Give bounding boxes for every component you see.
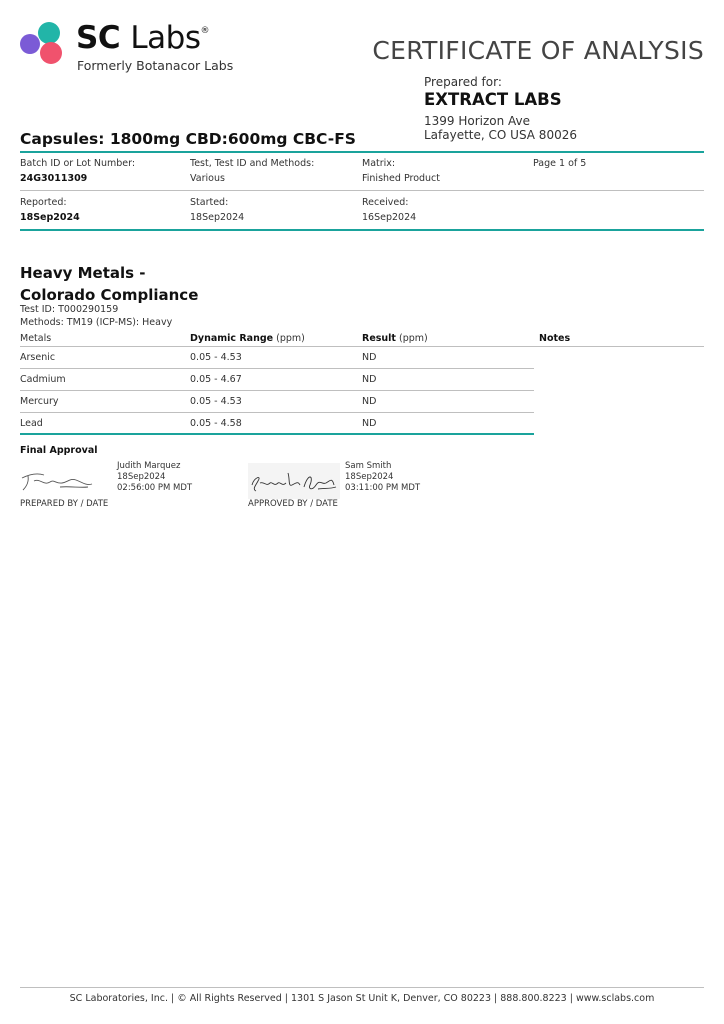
table-row-metal: Lead <box>20 418 43 429</box>
logo-wordmark: SC Labs® <box>76 20 209 56</box>
page-footer: SC Laboratories, Inc. | © All Rights Reserved | 1301 S Jason St Unit K, Denver, CO 80223 | 888.800.8223 | www.sclabs.com <box>69 993 655 1004</box>
test-info: Test ID: T000290159 Methods: TM19 (ICP-MS): Heavy <box>20 304 173 328</box>
product-title: Capsules: 1800mg CBD:600mg CBC-FS <box>20 130 356 148</box>
document-title: CERTIFICATE OF ANALYSIS <box>372 36 704 65</box>
table-row-result: ND <box>362 374 377 385</box>
table-row-metal: Cadmium <box>20 374 66 385</box>
row-divider <box>20 412 534 413</box>
col-header-range: Dynamic Range (ppm) <box>190 333 305 344</box>
table-row-range: 0.05 - 4.67 <box>190 374 242 385</box>
row-divider <box>20 390 534 391</box>
prepared-for-label: Prepared for: <box>424 75 502 89</box>
final-approval-title: Final Approval <box>20 445 98 456</box>
client-address: 1399 Horizon Ave Lafayette, CO USA 80026 <box>424 114 577 142</box>
preparer-signature-icon <box>20 468 112 494</box>
divider <box>20 190 704 191</box>
table-row-range: 0.05 - 4.53 <box>190 352 242 363</box>
divider <box>20 346 704 347</box>
approver-signature-box <box>248 463 340 499</box>
table-row-metal: Arsenic <box>20 352 56 363</box>
approver-signature-icon <box>248 463 340 499</box>
approver-details: Sam Smith 18Sep2024 03:11:00 PM MDT <box>345 461 421 493</box>
table-row-range: 0.05 - 4.53 <box>190 396 242 407</box>
sc-labs-logo <box>20 20 234 73</box>
received-field: Received: 16Sep2024 <box>362 197 417 223</box>
divider <box>20 151 704 153</box>
client-name: EXTRACT LABS <box>424 90 562 109</box>
table-row-metal: Mercury <box>20 396 59 407</box>
logo-formerly-text: Formerly Botanacor Labs <box>77 58 234 73</box>
table-row-result: ND <box>362 418 377 429</box>
row-divider <box>20 368 534 369</box>
section-title: Heavy Metals - Colorado Compliance <box>20 264 199 304</box>
col-header-notes: Notes <box>539 333 571 344</box>
preparer-details: Judith Marquez 18Sep2024 02:56:00 PM MDT <box>117 461 193 493</box>
table-bottom-divider <box>20 433 534 435</box>
matrix-field: Matrix: Finished Product <box>362 158 441 184</box>
batch-field: Batch ID or Lot Number: 24G3011309 <box>20 158 136 184</box>
started-field: Started: 18Sep2024 <box>190 197 245 223</box>
divider <box>20 229 704 231</box>
col-header-metals: Metals <box>20 333 52 344</box>
logo-dots-icon <box>20 20 76 68</box>
reported-field: Reported: 18Sep2024 <box>20 197 80 223</box>
table-row-result: ND <box>362 352 377 363</box>
approved-by-label: APPROVED BY / DATE <box>248 499 338 509</box>
table-row-range: 0.05 - 4.58 <box>190 418 242 429</box>
page-number: Page 1 of 5 <box>533 158 587 169</box>
test-methods-field: Test, Test ID and Methods: Various <box>190 158 315 184</box>
footer-divider <box>20 987 704 988</box>
table-row-result: ND <box>362 396 377 407</box>
col-header-result: Result (ppm) <box>362 333 428 344</box>
prepared-by-label: PREPARED BY / DATE <box>20 499 109 509</box>
